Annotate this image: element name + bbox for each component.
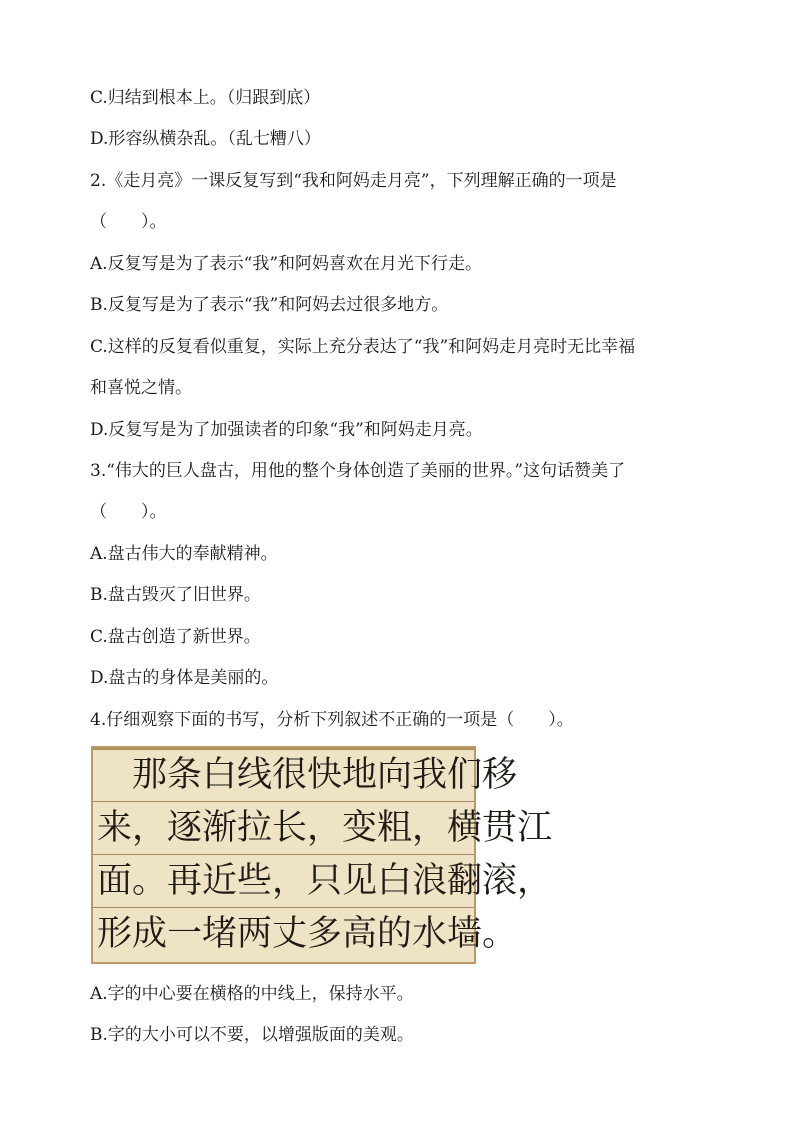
option-a-q3: A.盘古伟大的奉献精神。 [90,544,278,564]
option-c-q2: C.这样的反复看似重复，实际上充分表达了“我”和阿妈走月亮时无比幸福 [90,337,636,357]
option-c-q2-continued: 和喜悦之情。 [90,378,192,398]
ruled-line [93,907,474,908]
ruled-line [93,854,474,855]
option-b-q2: B.反复写是为了表示“我”和阿妈去过很多地方。 [90,295,449,315]
option-a-q2: A.反复写是为了表示“我”和阿妈喜欢在月光下行走。 [90,254,483,274]
option-d-q1: D.形容纵横杂乱。（乱七糟八） [90,129,321,149]
option-c-q3: C.盘古创造了新世界。 [90,627,261,647]
question-3-stem: 3.“伟大的巨人盘古，用他的整个身体创造了美丽的世界。”这句话赞美了 [90,461,626,481]
calligraphy-row-4: 形成一堵两丈多高的水墙。 [97,914,518,954]
option-b-q3: B.盘古毁灭了旧世界。 [90,585,261,605]
calligraphy-row-1: 那条白线很快地向我们移 [97,755,518,795]
question-2-blank: （ ）。 [90,212,167,232]
question-2-stem: 2.《走月亮》一课反复写到“我和阿妈走月亮”，下列理解正确的一项是 [90,171,617,191]
option-d-q2: D.反复写是为了加强读者的印象“我”和阿妈走月亮。 [90,420,483,440]
question-3-blank: （ ）。 [90,502,167,522]
question-4-stem: 4.仔细观察下面的书写，分析下列叙述不正确的一项是（ ）。 [90,710,574,730]
calligraphy-row-3: 面。再近些，只见白浪翻滚， [97,861,553,901]
ruled-line [93,801,474,802]
calligraphy-sample-image [91,746,553,964]
option-c-q1: C.归结到根本上。（归跟到底） [90,88,321,108]
calligraphy-row-2: 来，逐渐拉长，变粗，横贯江 [97,808,553,848]
option-b-q4: B.字的大小可以不要，以增强版面的美观。 [90,1025,414,1045]
option-d-q3: D.盘古的身体是美丽的。 [90,668,279,688]
option-a-q4: A.字的中心要在横格的中线上，保持水平。 [90,984,414,1004]
